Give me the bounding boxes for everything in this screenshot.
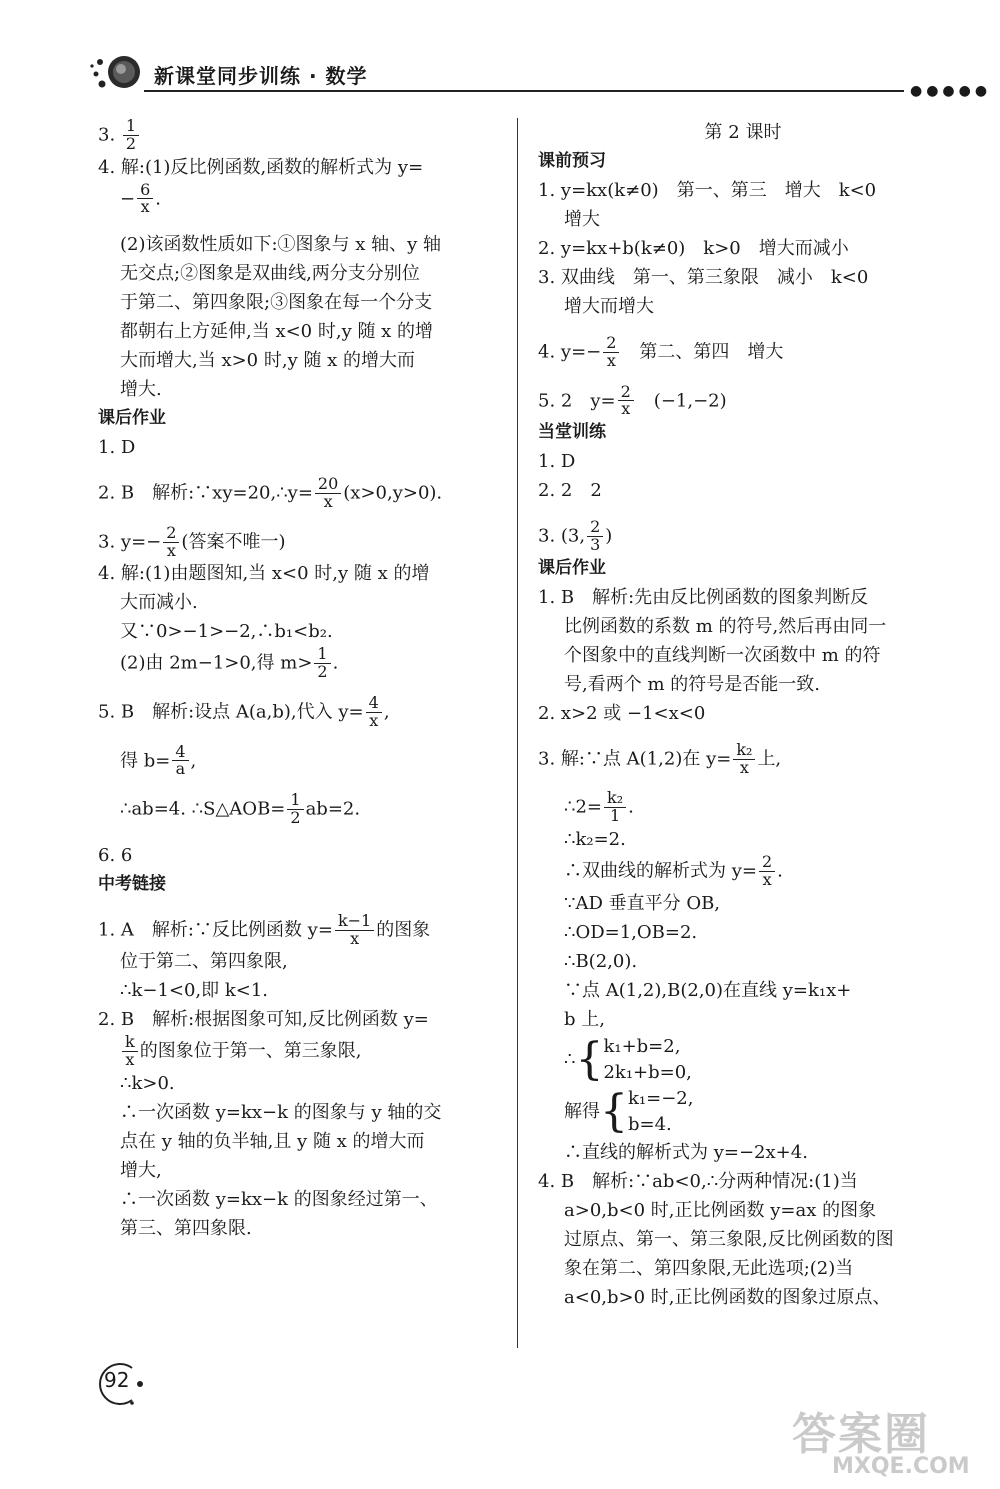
section-heading-class-training: 当堂训练 [538, 422, 606, 443]
exam-2-line: 增大, [120, 1159, 162, 1181]
homework-4-line: (2)由 2m−1>0,得 m> $\frac{1}{2}$ . [120, 644, 339, 682]
right-column [538, 118, 948, 1312]
fraction: $\frac{1}{2}$ [287, 792, 303, 827]
class-1: 1. D [538, 451, 576, 473]
column-divider [517, 118, 518, 1348]
section-heading-preview: 课前预习 [538, 151, 606, 171]
homework-r4-line: a<0,b>0 时,正比例函数的图象过原点、 [564, 1286, 891, 1308]
homework-r4-line: a>0,b<0 时,正比例函数 y=ax 的图象 [564, 1199, 877, 1221]
homework-r3-line: ∴直线的解析式为 y=−2x+4. [564, 1141, 808, 1163]
fraction: $\frac{1}{2}$ [123, 118, 139, 153]
homework-4-line: 大而减小. [120, 592, 198, 614]
preview-3-line: 增大而增大 [564, 296, 654, 317]
fraction: $\frac{20}{x}$ [315, 476, 341, 511]
fraction: $\frac{\text{k₂}}{1}$ [604, 790, 626, 825]
homework-r4-line: 象在第二、第四象限,无此选项;(2)当 [564, 1257, 854, 1279]
page-header [88, 50, 992, 99]
homework-r3-line: b 上, [564, 1008, 605, 1030]
answer-4-line: 4. 解:(1)反比例函数,函数的解析式为 y= [98, 156, 424, 178]
answer-4-line: 都朝右上方延伸,当 x<0 时,y 随 x 的增 [120, 321, 434, 343]
header-rule [144, 90, 904, 92]
homework-4-line: 又∵0>−1>−2,∴b₁<b₂. [120, 621, 333, 643]
answer-4-line: 大而增大,当 x>0 时,y 随 x 的增大而 [120, 350, 416, 372]
book-title: 新课堂同步训练 · 数学 [154, 64, 368, 88]
fraction: $\frac{6}{x}$ [137, 182, 153, 217]
equation-system: ∴{ k₁+b=2, 2k₁+b=0, [564, 1033, 692, 1085]
left-brace: { [600, 1085, 628, 1137]
exam-2-line: $\frac{k}{x}$ 的图象位于第一、第三象限, [98, 1034, 500, 1069]
fraction: $\frac{2}{x}$ [618, 384, 634, 419]
homework-5-line: 得 b= $\frac{4}{a}$ , [120, 741, 197, 779]
answer-4-line: − $\frac{6}{x}$ . [120, 179, 162, 217]
answer-4-line: (2)该函数性质如下:①图象与 x 轴、y 轴 [120, 234, 442, 256]
homework-r3-line: ∴2= $\frac{\text{k₂}}{1}$ . [564, 788, 634, 826]
homework-r4-line: 4. B 解析:∵ab<0,∴分两种情况:(1)当 [538, 1170, 858, 1192]
homework-r2: 2. x>2 或 −1<x<0 [538, 702, 706, 724]
homework-r1-line: 号,看两个 m 的符号是否能一致. [564, 673, 820, 695]
watermark-logo: 答案圈 [792, 1409, 930, 1460]
fraction: $\frac{2}{x}$ [603, 335, 619, 370]
exam-2-line: ∴一次函数 y=kx−k 的图象与 y 轴的交 [120, 1101, 442, 1123]
homework-5-line: 5. B 解析:设点 A(a,b),代入 y= $\frac{4}{x}$ , [98, 692, 390, 730]
fraction: $\frac{k-1}{x}$ [335, 913, 374, 948]
homework-r3-line: ∵AD 垂直平分 OB, [564, 892, 721, 914]
watermark-url: MXQE.COM [832, 1454, 970, 1479]
exam-2-line: ∴k>0. [120, 1072, 175, 1094]
fraction: $\frac{2}{x}$ [163, 525, 179, 560]
fraction: $\frac{1}{2}$ [314, 646, 330, 681]
left-brace: { [575, 1033, 604, 1085]
homework-r3-line: ∴k₂=2. [564, 828, 626, 850]
page-number: 92 [92, 1362, 148, 1406]
homework-r1-line: 1. B 解析:先由反比例函数的图象判断反 [538, 586, 869, 608]
preview-5: 5. 2 y= $\frac{2}{x}$ (−1,−2) [538, 381, 727, 419]
class-3: 3. (3, $\frac{2}{3}$ ) [538, 517, 613, 554]
fraction: $\frac{2}{x}$ [759, 854, 775, 889]
exam-1-line: 位于第二、第四象限, [120, 951, 288, 973]
homework-6: 6. 6 [98, 844, 133, 866]
watermark [792, 1398, 992, 1484]
section-heading-exam-link: 中考链接 [98, 873, 166, 894]
homework-2: 2. B 解析:∵xy=20,∴y= $\frac{20}{x}$ (x>0,y>0). [98, 474, 443, 511]
homework-3: 3. y=− $\frac{2}{x}$ (答案不唯一) [98, 522, 286, 560]
preview-1-line: 增大 [564, 209, 600, 230]
homework-r3-line: 3. 解:∵点 A(1,2)在 y= $\frac{\text{k₂}}{x}$ 上, [538, 739, 782, 777]
exam-2-line: 2. B 解析:根据图象可知,反比例函数 y= [98, 1009, 429, 1031]
section-heading-homework: 课后作业 [98, 408, 166, 429]
book-logo-icon [88, 50, 144, 96]
fraction: $\frac{k}{x}$ [122, 1034, 138, 1069]
answer-4-line: 增大. [120, 379, 162, 401]
homework-r3-line: ∵点 A(1,2),B(2,0)在直线 y=k₁x+ [564, 979, 852, 1001]
left-column [98, 118, 500, 1243]
class-2: 2. 2 2 [538, 480, 602, 502]
fraction: $\frac{4}{a}$ [172, 744, 188, 779]
header-dots: ●●●●● [910, 83, 992, 99]
lesson-title: 第 2 课时 [704, 122, 782, 143]
homework-r3-line: ∴OD=1,OB=2. [564, 921, 698, 943]
preview-4: 4. y=− $\frac{2}{x}$ 第二、第四 增大 [538, 333, 784, 370]
fraction: $\frac{\text{k₂}}{x}$ [733, 742, 755, 777]
preview-2: 2. y=kx+b(k≠0) k>0 增大而减小 [538, 238, 849, 259]
preview-1-line: 1. y=kx(k≠0) 第一、第三 增大 k<0 [538, 180, 877, 201]
exam-2-line: ∴一次函数 y=kx−k 的图象经过第一、 [120, 1188, 438, 1210]
homework-r3-line: ∴双曲线的解析式为 y= $\frac{2}{x}$ . [564, 851, 783, 889]
exam-2-line: 点在 y 轴的负半轴,且 y 随 x 的增大而 [120, 1130, 425, 1152]
exam-1-line: 1. A 解析:∵反比例函数 y= $\frac{k-1}{x}$ 的图象 [98, 910, 431, 948]
section-heading-homework-right: 课后作业 [538, 557, 606, 578]
answer-3: 3. $\frac{1}{2}$ [98, 118, 500, 153]
homework-r1-line: 个图象中的直线判断一次函数中 m 的符 [564, 644, 881, 666]
preview-3-line: 3. 双曲线 第一、第三象限 减小 k<0 [538, 267, 869, 288]
homework-4-line: 4. 解:(1)由题图知,当 x<0 时,y 随 x 的增 [98, 563, 430, 585]
fraction: $\frac{4}{x}$ [366, 695, 382, 730]
homework-r4-line: 过原点、第一、第三象限,反比例函数的图 [564, 1228, 894, 1250]
homework-1: 1. D [98, 437, 136, 459]
exam-1-line: ∴k−1<0,即 k<1. [120, 980, 269, 1002]
homework-5-line: ∴ab=4. ∴S△AOB= $\frac{1}{2}$ ab=2. [120, 790, 361, 827]
exam-2-line: 第三、第四象限. [120, 1217, 252, 1239]
fraction: $\frac{2}{3}$ [587, 519, 603, 554]
answer-4-line: 无交点;②图象是双曲线,两分支分别位 [120, 263, 420, 285]
homework-r1-line: 比例函数的系数 m 的符号,然后再由同一 [564, 615, 887, 637]
homework-r3-line: ∴B(2,0). [564, 950, 638, 972]
answer-4-line: 于第二、第四象限;③图象在每一个分支 [120, 292, 433, 314]
equation-system-solution: 解得{ k₁=−2, b=4. [564, 1085, 694, 1137]
